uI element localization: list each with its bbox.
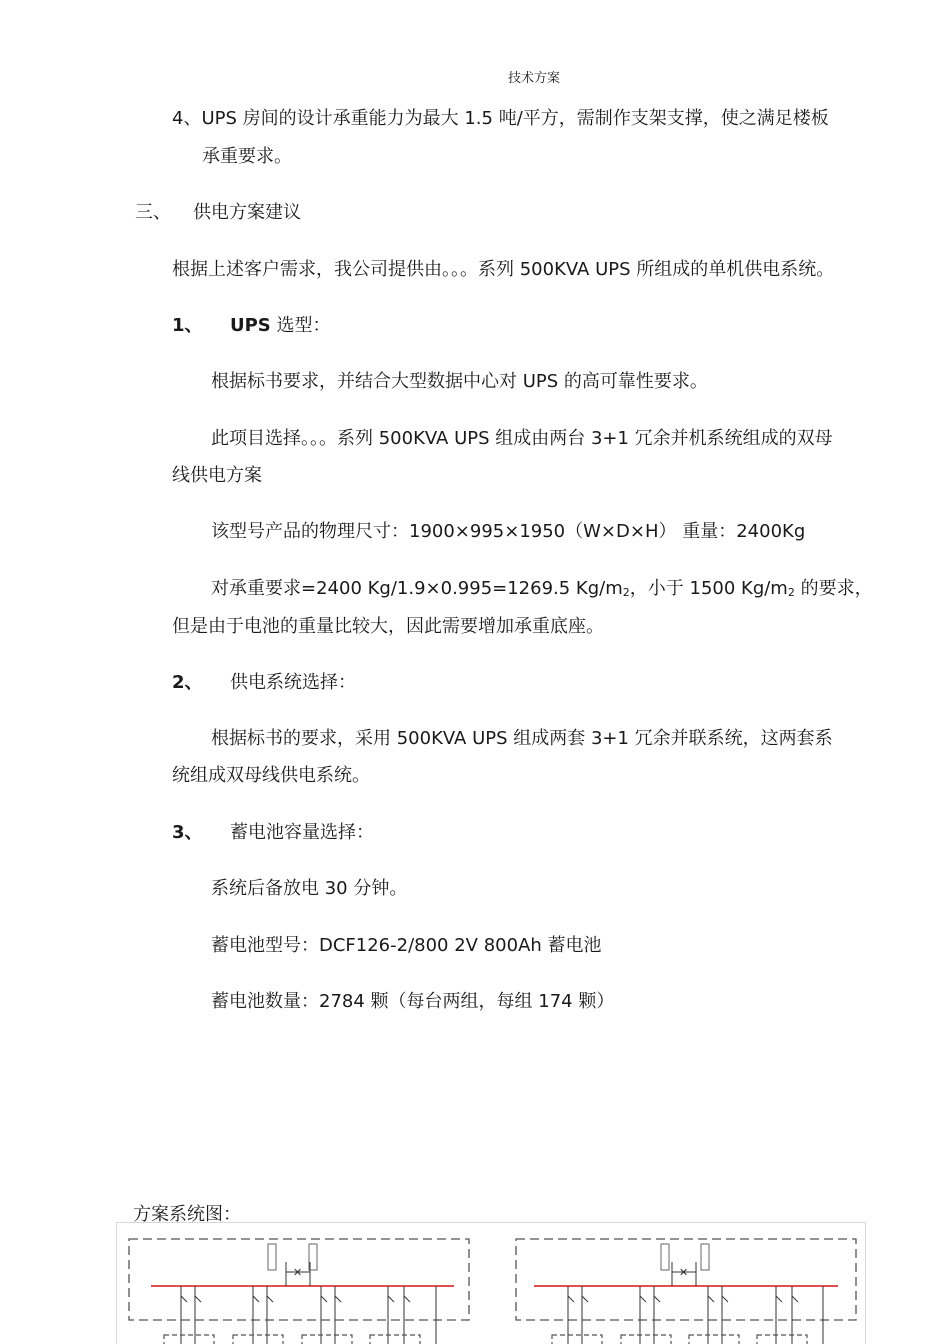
p4-subscript-1: 2 (622, 586, 630, 599)
sub1-paragraph-3: 该型号产品的物理尺寸：1900×995×1950（W×D×H） 重量：2400Kg (211, 521, 806, 542)
section3-number: 三、 (135, 202, 171, 223)
sub2-paragraph-line2: 统组成双母线供电系统。 (172, 765, 370, 786)
sub1-paragraph-1: 根据标书要求，并结合大型数据中心对 UPS 的高可靠性要求。 (211, 371, 708, 392)
right-tie-label-a (661, 1244, 669, 1270)
sub2-paragraph-line1: 根据标书的要求，采用 500KVA UPS 组成两套 3+1 冗余并联系统，这两套系 (211, 728, 833, 749)
system-diagram-svg (116, 1222, 866, 1344)
right-tie-label-b (701, 1244, 709, 1270)
system-diagram (116, 1222, 866, 1344)
right-tie-switch-icon: ✕ (679, 1266, 689, 1279)
sub1-number: 1、 (172, 315, 203, 336)
intro-paragraph: 根据上述客户需求，我公司提供由。。。系列 500KVA UPS 所组成的单机供电系统。 (172, 259, 835, 280)
left-frame (129, 1239, 469, 1320)
sub1-heading (230, 314, 331, 338)
right-system (516, 1239, 856, 1344)
section3-heading: 供电方案建议 (193, 202, 301, 223)
sub1-paragraph-2-line1: 此项目选择。。。系列 500KVA UPS 组成由两台 3+1 冗余并机系统组成的双母 (211, 428, 833, 449)
sub3-heading: 蓄电池容量选择： (230, 822, 374, 843)
p4-part-c: 的要求， (794, 578, 873, 599)
sub1-heading-rest: 选型： (270, 315, 331, 336)
left-ups-units (164, 1335, 420, 1344)
sub2-number: 2、 (172, 672, 203, 693)
p4-part-a: 对承重要求=2400 Kg/1.9×0.995=1269.5 Kg/m (211, 578, 623, 599)
item4-line1: 4、UPS 房间的设计承重能力为最大 1.5 吨/平方，需制作支架支撑，使之满足楼板 (172, 108, 829, 129)
sub1-heading-bold: UPS (230, 315, 271, 336)
sub2-heading: 供电系统选择： (230, 672, 356, 693)
sub3-number: 3、 (172, 822, 203, 843)
diagram-caption: 方案系统图： (133, 1204, 241, 1225)
diagram-border (117, 1223, 866, 1344)
sub3-paragraph-1: 系统后备放电 30 分钟。 (211, 878, 408, 899)
item4-line2: 承重要求。 (202, 146, 292, 167)
left-tie-label-a (268, 1244, 276, 1270)
sub1-paragraph-4-line2: 但是由于电池的重量比较大，因此需要增加承重底座。 (172, 616, 604, 637)
left-system (129, 1239, 469, 1344)
sub1-paragraph-4-line1 (211, 577, 873, 605)
sub3-paragraph-3: 蓄电池数量：2784 颗（每台两组，每组 174 颗） (211, 991, 615, 1012)
right-frame (516, 1239, 856, 1320)
right-ups-units (552, 1335, 807, 1344)
sub1-paragraph-2-line2: 线供电方案 (172, 465, 262, 486)
p4-part-b: ，小于 1500 Kg/m (629, 578, 788, 599)
page-header: 技术方案 (508, 71, 561, 86)
sub3-paragraph-2: 蓄电池型号：DCF126-2/800 2V 800Ah 蓄电池 (211, 935, 602, 956)
p4-subscript-2: 2 (787, 586, 795, 599)
left-tie-switch-icon: ✕ (293, 1266, 303, 1279)
